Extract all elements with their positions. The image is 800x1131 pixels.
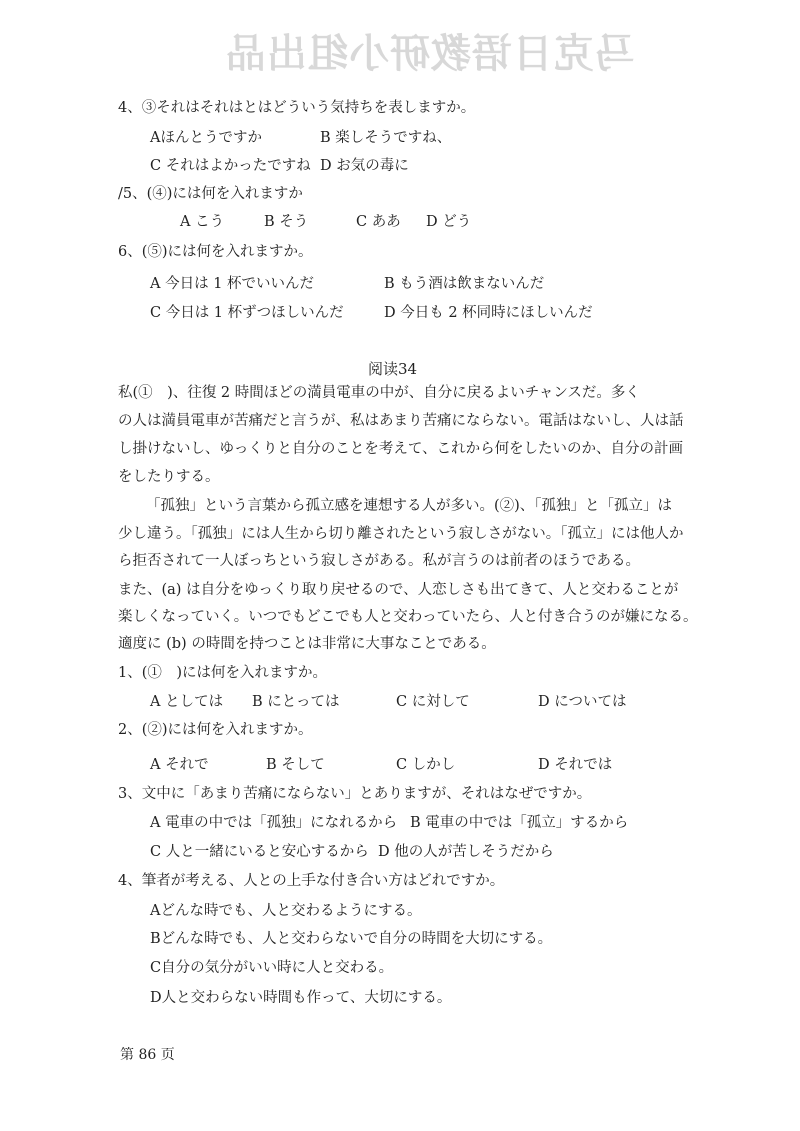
q5-option-a: A こう — [180, 214, 225, 230]
r3-option-d: D 他の人が苦しそうだから — [378, 844, 554, 860]
r3-question: 3、文中に「あまり苦痛にならない」とありますが、それはなぜですか。 — [118, 786, 592, 802]
r1-option-c: C に対して — [396, 694, 470, 710]
r4-option-d: D人と交わらない時間も作って、大切にする。 — [150, 990, 452, 1006]
r1-option-d: D については — [538, 694, 627, 710]
r2-option-a: A それで — [150, 757, 209, 773]
r3-option-c: C 人と一緒にいると安心するから — [150, 844, 369, 860]
watermark: 马克日语教研小组出品 — [225, 30, 635, 77]
q6-option-c: C 今日は 1 杯ずつほしいんだ — [150, 305, 344, 321]
r4-question: 4、筆者が考える、人との上手な付き合い方はどれですか。 — [118, 873, 505, 889]
r1-option-b: B にとっては — [252, 694, 340, 710]
reading-p1-line: の人は満員電車が苦痛だと言うが、私はあまり苦痛にならない。電話はないし、人は話 — [118, 413, 684, 429]
r2-option-c: C しかし — [396, 757, 456, 773]
q4-option-a: Aほんとうですか — [150, 130, 262, 146]
r2-option-b: B そして — [266, 757, 325, 773]
q6-option-a: A 今日は 1 杯でいいんだ — [150, 276, 315, 292]
r2-option-d: D それでは — [538, 757, 613, 773]
reading-p2-line: 少し違う。「孤独」には人生から切り離されたという寂しさがない。「孤立」には他人か — [118, 526, 684, 542]
reading-p1-line: 私(① )、往復 2 時間ほどの満員電車の中が、自分に戻るよいチャンスだ。多く — [118, 385, 640, 401]
r3-option-b: B 電車の中では「孤立」するから — [410, 815, 629, 831]
reading-p2-line: ら拒否されて一人ぼっちという寂しさがある。私が言うのは前者のほうである。 — [118, 553, 640, 569]
r2-question: 2、(②)には何を入れますか。 — [118, 722, 313, 738]
reading-p1-line: をしたりする。 — [118, 469, 220, 485]
q6-option-b: B もう酒は飲まないんだ — [384, 276, 545, 292]
reading-p3-line: また、(a) は自分をゆっくり取り戻せるので、人恋しさも出てきて、人と交わることが — [118, 582, 679, 598]
reading-p2-line: 「孤独」という言葉から孤立感を連想する人が多い。(②)、「孤独」と「孤立」は — [146, 498, 673, 514]
r1-question: 1、(① )には何を入れますか。 — [118, 665, 328, 681]
q4-question: 4、③それはそれはとはどういう気持ちを表しますか。 — [118, 100, 476, 116]
reading-p3-line: 楽しくなっていく。いつでもどこでも人と交わっていたら、人と付き合うのが嫌になる。 — [118, 609, 698, 625]
reading-title: 阅读34 — [368, 360, 418, 378]
q5-option-c: C ああ — [356, 214, 401, 230]
q4-option-d: D お気の毒に — [320, 158, 409, 174]
q6-question: 6、(⑤)には何を入れますか。 — [118, 244, 313, 260]
r3-option-a: A 電車の中では「孤独」になれるから — [150, 815, 398, 831]
q5-option-d: D どう — [426, 214, 472, 230]
page-number: 第 86 页 — [120, 1047, 175, 1063]
q4-option-b: B 楽しそうですね、 — [320, 130, 452, 146]
r4-option-c: C自分の気分がいい時に人と交わる。 — [150, 960, 394, 976]
r1-option-a: A としては — [150, 694, 224, 710]
reading-p3-line: 適度に (b) の時間を持つことは非常に大事なことである。 — [118, 636, 496, 652]
reading-p1-line: し掛けないし、ゆっくりと自分のことを考えて、これから何をしたいのか、自分の計画 — [118, 441, 684, 457]
q6-option-d: D 今日も 2 杯同時にほしいんだ — [384, 305, 593, 321]
r4-option-a: Aどんな時でも、人と交わるようにする。 — [150, 903, 422, 919]
q5-question: /5、(④)には何を入れますか — [118, 186, 303, 202]
q5-option-b: B そう — [264, 214, 309, 230]
r4-option-b: Bどんな時でも、人と交わらないで自分の時間を大切にする。 — [150, 931, 553, 947]
q4-option-c: C それはよかったですね — [150, 158, 311, 174]
